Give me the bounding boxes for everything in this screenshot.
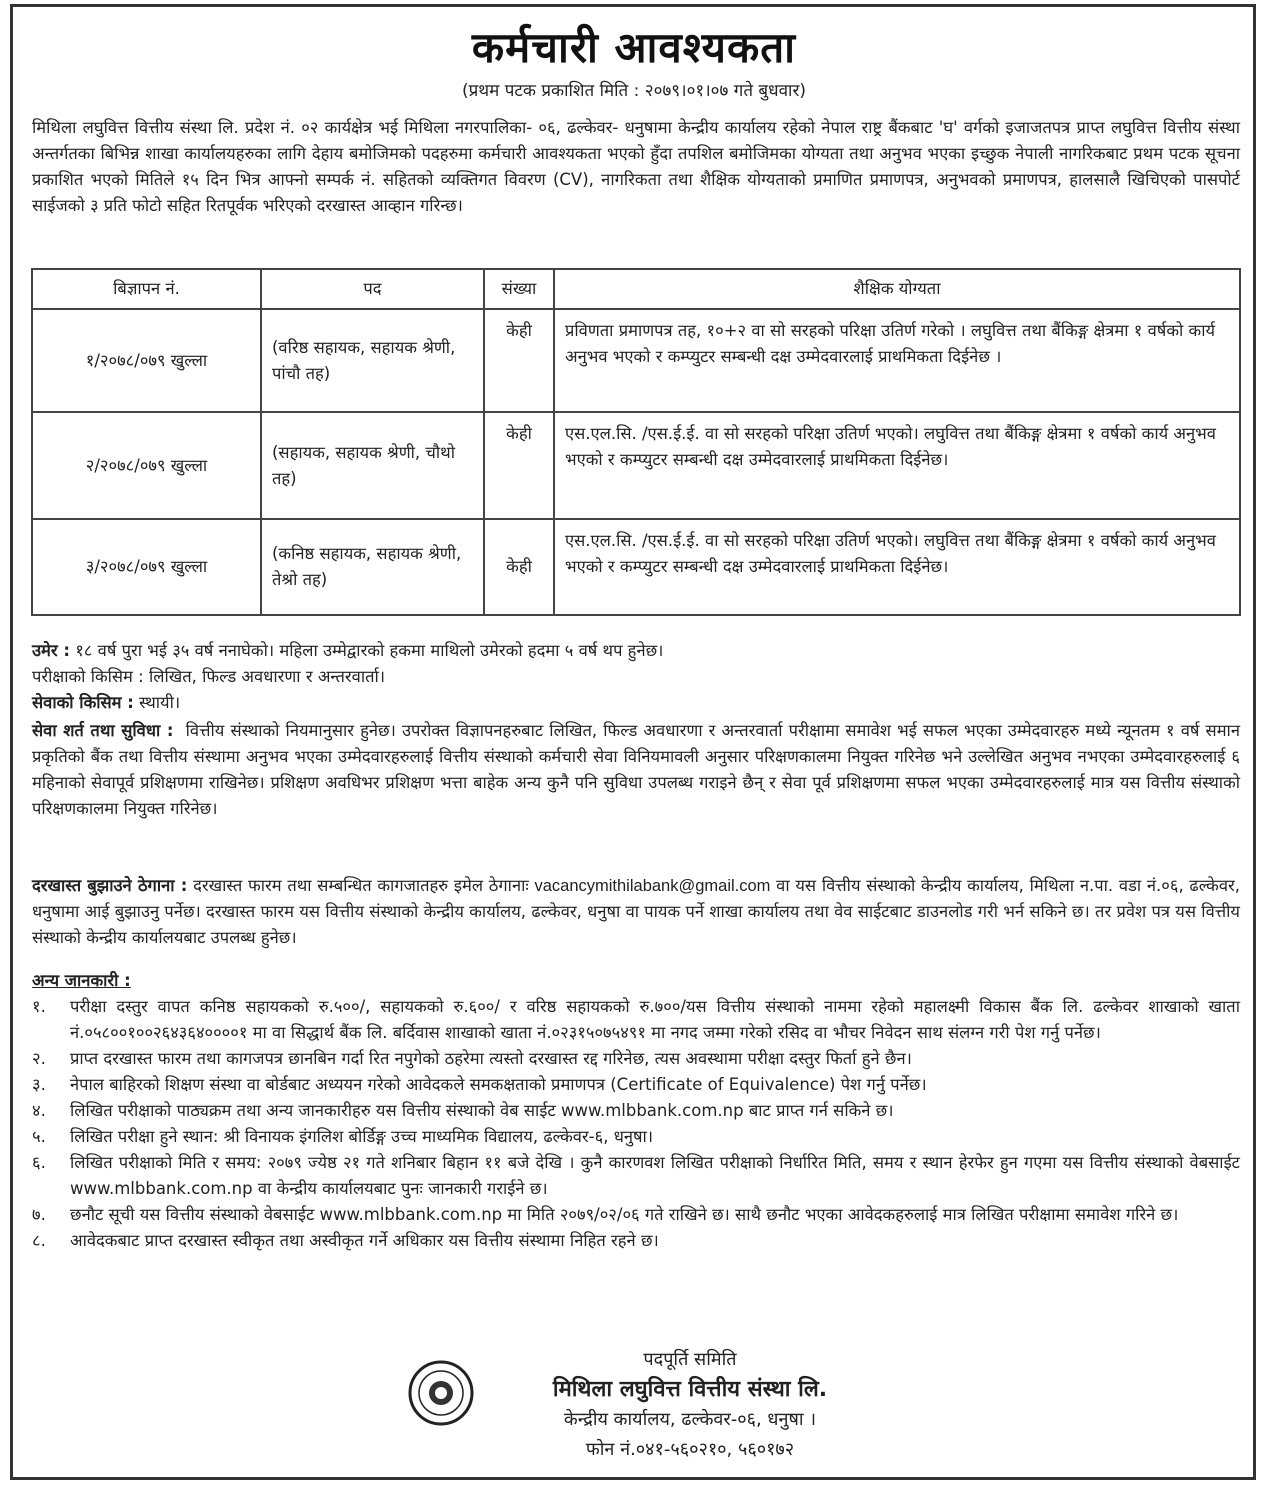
table-row — [32, 412, 1240, 519]
page-title: कर्मचारी आवश्यकता — [471, 23, 797, 72]
age-label: उमेर : — [32, 641, 71, 660]
item-text: लिखित परीक्षाको पाठ्यक्रम तथा अन्य जानकारीहरु यस वित्तीय संस्थाको वेब साईट www.mlbbank.com.np बाट प्राप्त गर्न सकिने छ। — [70, 1101, 894, 1120]
item-text: आवेदकबाट प्राप्त दरखास्त स्वीकृत तथा अस्वीकृत गर्ने अधिकार यस वित्तीय संस्थामा निहित रहने छ। — [70, 1231, 659, 1250]
count: केही — [484, 309, 554, 412]
item-text: लिखित परीक्षाको मिति र समय: २०७९ ज्येष्ठ २१ गते शनिबार बिहान ११ बजे देखि । कुनै कारणवश लिखित परीक्षाको निर्धारित मिति, समय र स्थान हेरफेर हुन गएमा यस वित्तीय संस्थाको वेबसाईट www.mlbbank.com.np वा केन्द्रीय कार्यालयबाट पुनः जानकारी गराईने छ। — [70, 1153, 1240, 1198]
item-text: प्राप्त दरखास्त फारम तथा कागजपत्र छानबिन गर्दा रित नपुगेको ठहरेमा त्यस्तो दरखास्त रद्द गरिनेछ, त्यस अवस्थामा परीक्षा दस्तुर फिर्ता हुने छैन। — [70, 1049, 912, 1068]
eligibility-section — [32, 638, 1240, 822]
organization-name: मिथिला लघुवित्त वित्तीय संस्था लि. — [552, 1377, 828, 1402]
exam-type-line — [32, 664, 1240, 690]
table-row — [32, 309, 1240, 412]
list-item — [32, 1098, 1240, 1124]
service-type-line — [32, 690, 1240, 716]
ad-no: ३/२०७८/०७९ खुल्ला — [32, 519, 261, 615]
table-row — [32, 519, 1240, 615]
header-post: पद — [261, 269, 484, 309]
service-type-label: सेवाको किसिम : — [32, 693, 134, 712]
qualification: एस.एल.सि. /एस.ई.ई. वा सो सरहको परिक्षा उतिर्ण भएको। लघुवित्त तथा बैंकिङ्ग क्षेत्रमा १ वर्षको कार्य अनुभव भएको र कम्प्युटर सम्बन्धी दक्ष उम्मेदवारलाई प्राथमिकता दिईनेछ। — [554, 519, 1240, 615]
other-info-list — [32, 994, 1240, 1254]
committee-name: पदपूर्ति समिति — [643, 1349, 737, 1370]
ad-no: १/२०७८/०७९ खुल्ला — [32, 309, 261, 412]
list-item — [32, 1150, 1240, 1202]
service-type-text: स्थायी। — [139, 693, 181, 712]
item-number: ४. — [32, 1101, 46, 1120]
list-item — [32, 1072, 1240, 1098]
other-info-heading: अन्य जानकारी : — [32, 971, 131, 990]
terms-text: वित्तीय संस्थाको नियमानुसार हुनेछ। उपरोक्त विज्ञापनहरुबाट लिखित, फिल्ड अवधारणा र अन्तरवार्ता परीक्षामा समावेश भई सफल भएका उम्मेदवारहरु मध्ये न्यूनतम १ वर्ष समान प्रकृतिको बैंक तथा वित्तीय संस्थामा अनुभव भएका उम्मेदवारहरुलाई वित्तीय संस्थाको कर्मचारी सेवा विनियमावली अनुसार परिक्षणकालमा नियुक्त गरिनेछ भने उल्लेखित अनुभव नभएका उम्मेदवारहरुलाई ६ महिनाको सेवापूर्व प्रशिक्षणमा राखिनेछ। प्रशिक्षण अवधिभर प्रशिक्षण भत्ता बाहेक अन्य कुनै पनि सुविधा उपलब्ध गराइने छैन् र सेवा पूर्व प्रशिक्षणमा सफल भएका उम्मेदवारहरुलाई मात्र यस वित्तीय संस्थाको परिक्षणकालमा नियुक्त गरिनेछ। — [32, 721, 1240, 818]
item-number: ३. — [32, 1075, 46, 1094]
post: (सहायक, सहायक श्रेणी, चौथो तह) — [261, 412, 484, 519]
header-count: संख्या — [484, 269, 554, 309]
list-item — [32, 1202, 1240, 1228]
list-item — [32, 1228, 1240, 1254]
submission-text-cont: वा यस वित्तीय संस्थाको केन्द्रीय कार्यालय, मिथिला न.पा. वडा नं.०६, ढल्केवर, धनुषामा आई बुझाउनु पर्नेछ। दरखास्त फारम यस वित्तीय संस्थाको केन्द्रीय कार्यालय, ढल्केवर, धनुषा वा पायक पर्ने शाखा कार्यालय तथा वेव साईटबाट डाउनलोड गरी भर्न सकिने छ। तर प्रवेश पत्र यस वित्तीय संस्थाको केन्द्रीय कार्यालयबाट उपलब्ध हुनेछ। — [32, 876, 1240, 947]
other-info-section — [32, 968, 1240, 1254]
exam-type-label: परीक्षाको किसिम : — [32, 667, 144, 686]
list-item — [32, 1046, 1240, 1072]
organization-address: केन्द्रीय कार्यालय, ढल्केवर-०६, धनुषा । — [563, 1409, 817, 1430]
table-header-row — [32, 269, 1240, 309]
submission-paragraph — [32, 873, 1240, 951]
organization-seal-logo — [408, 1360, 474, 1426]
item-number: ६. — [32, 1153, 46, 1172]
terms-paragraph — [32, 718, 1240, 822]
submission-label: दरखास्त बुझाउने ठेगाना : — [32, 876, 188, 895]
header-ad-no: बिज्ञापन नं. — [32, 269, 261, 309]
item-text: नेपाल बाहिरको शिक्षण संस्था वा बोर्डबाट अध्ययन गरेको आवेदकले समकक्षताको प्रमाणपत्र (Certificate of Equivalence) पेश गर्नु पर्नेछ। — [70, 1075, 927, 1094]
count: केही — [484, 412, 554, 519]
exam-type-text: लिखित, फिल्ड अवधारणा र अन्तरवार्ता। — [148, 667, 386, 686]
publication-date: (प्रथम पटक प्रकाशित मिति : २०७९।०१।०७ गते बुधवार) — [461, 81, 807, 101]
qualification: एस.एल.सि. /एस.ई.ई. वा सो सरहको परिक्षा उतिर्ण भएको। लघुवित्त तथा बैंकिङ्ग क्षेत्रमा १ वर्षको कार्य अनुभव भएको र कम्प्युटर सम्बन्धी दक्ष उम्मेदवारलाई प्राथमिकता दिईनेछ। — [554, 412, 1240, 519]
item-number: १. — [32, 997, 46, 1016]
post: (वरिष्ठ सहायक, सहायक श्रेणी, पांचौ तह) — [261, 309, 484, 412]
item-number: ७. — [32, 1205, 46, 1224]
item-number: ८. — [32, 1231, 46, 1250]
ad-no: २/२०७८/०७९ खुल्ला — [32, 412, 261, 519]
post: (कनिष्ठ सहायक, सहायक श्रेणी, तेश्रो तह) — [261, 519, 484, 615]
count: केही — [484, 519, 554, 615]
vacancy-table — [31, 268, 1241, 616]
terms-label: सेवा शर्त तथा सुविधा : — [32, 721, 174, 740]
qualification: प्रविणता प्रमाणपत्र तह, १०+२ वा सो सरहको परिक्षा उतिर्ण गरेको । लघुवित्त तथा बैंकिङ्ग क्षेत्रमा १ वर्षको कार्य अनुभव भएको र कम्प्युटर सम्बन्धी दक्ष उम्मेदवारलाई प्राथमिकता दिईनेछ । — [554, 309, 1240, 412]
list-item — [32, 1124, 1240, 1150]
list-item — [32, 994, 1240, 1046]
intro-paragraph: मिथिला लघुवित्त वित्तीय संस्था लि. प्रदेश नं. ०२ कार्यक्षेत्र भई मिथिला नगरपालिका- ०६, ढल्केवर- धनुषामा केन्द्रीय कार्यालय रहेको नेपाल राष्ट्र बैंकबाट 'घ' वर्गको इजाजतपत्र प्राप्त लघुवित्त वित्तीय संस्था अन्तर्गतका बिभिन्न शाखा कार्यालयहरुका लागि देहाय बमोजिमको पदहरुमा कर्मचारी आवश्यकता भएको हुँदा तपशिल बमोजिमका योग्यता तथा अनुभव भएका इच्छुक नेपाली नागरिकबाट प्रथम पटक सूचना प्रकाशित भएको मितिले १५ दिन भित्र आफ्नो सम्पर्क नं. सहितको व्यक्तिगत विवरण (CV), नागरिकता तथा शैक्षिक योग्यताको प्रमाणित प्रमाणपत्र, अनुभवको प्रमाणपत्र, हालसालै खिचिएको पासपोर्ट साईजको ३ प्रति फोटो सहित रितपूर्वक भरिएको दरखास्त आव्हान गरिन्छ। — [32, 118, 1240, 215]
age-text: १८ वर्ष पुरा भई ३५ वर्ष ननाघेको। महिला उम्मेद्वारको हकमा माथिलो उमेरको हदमा ५ वर्ष थप हुनेछ। — [75, 641, 664, 660]
header-qualification: शैक्षिक योग्यता — [554, 269, 1240, 309]
item-text: छनौट सूची यस वित्तीय संस्थाको वेबसाईट www.mlbbank.com.np मा मिति २०७९/०२/०६ गते राखिने छ। साथै छनौट भएका आवेदकहरुलाई मात्र लिखित परीक्षामा समावेश गरिने छ। — [70, 1205, 1179, 1224]
organization-phone: फोन नं.०४१-५६०२१०, ५६०१७२ — [585, 1439, 795, 1460]
item-text: परीक्षा दस्तुर वापत कनिष्ठ सहायकको रु.५००/, सहायकको रु.६००/ र वरिष्ठ सहायकको रु.७००/यस वित्तीय संस्थाको नाममा रहेको महालक्ष्मी विकास बैंक लि. ढल्केवर शाखाको खाता नं.०५८००१००२६४३६४००००१ मा वा सिद्धार्थ बैंक लि. बर्दिवास शाखाको खाता नं.०२३१५०७५४९१ मा नगद जम्मा गरेको रसिद वा भौचर निवेदन साथ संलग्न गरी पेश गर्नु पर्नेछ। — [70, 997, 1240, 1042]
item-number: ५. — [32, 1127, 46, 1146]
item-text: लिखित परीक्षा हुने स्थान: श्री विनायक इंगलिश बोर्डिङ्ग उच्च माध्यमिक विद्यालय, ढल्केवर-६, धनुषा। — [70, 1127, 654, 1146]
email-link[interactable]: vacancymithilabank@gmail.com — [534, 877, 771, 895]
signature-block — [490, 1345, 890, 1465]
submission-text: दरखास्त फारम तथा सम्बन्धित कागजातहरु इमेल ठेगानाः — [193, 876, 529, 895]
age-line — [32, 638, 1240, 664]
item-number: २. — [32, 1049, 46, 1068]
